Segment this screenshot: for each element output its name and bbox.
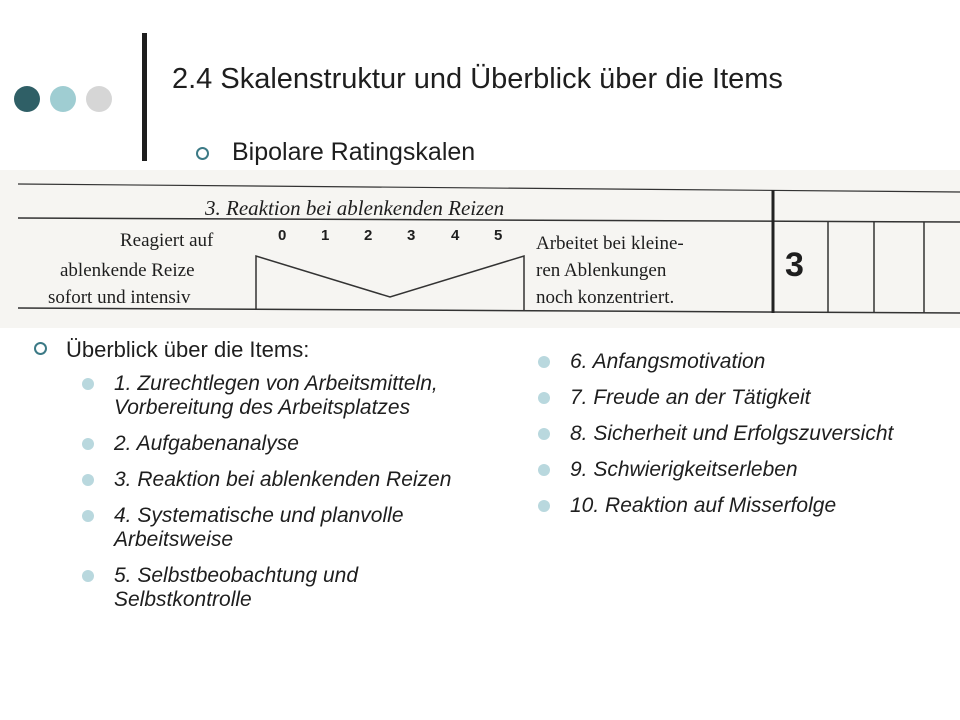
tick-3: 3 [407, 227, 416, 244]
list-item-text: 4. Systematische und planvolle Arbeitsweise [114, 504, 404, 551]
list-item [536, 494, 936, 518]
title-divider [142, 33, 147, 161]
tick-5: 5 [494, 227, 503, 244]
left-pole-line-3: sofort und intensiv [48, 287, 191, 308]
list-item [80, 372, 470, 420]
list-item [536, 458, 936, 482]
list-item-text: 9. Schwierigkeitserleben [570, 458, 798, 481]
bullet-icon [538, 356, 550, 368]
dot-light-teal [50, 86, 76, 112]
left-pole-line-2: ablenkende Reize [60, 260, 195, 281]
tick-0: 0 [278, 227, 287, 244]
scan-rule-bottom [18, 308, 960, 313]
list-item [80, 504, 470, 552]
scan-rule-top [18, 184, 960, 192]
bullet-icon [538, 428, 550, 440]
bullet-icon [538, 500, 550, 512]
list-item-text: 10. Reaktion auf Misserfolge [570, 494, 837, 517]
bullet-icon [538, 392, 550, 404]
tick-4: 4 [451, 227, 460, 244]
slide-subtitle: Bipolare Ratingskalen [232, 138, 476, 166]
items-list-right [536, 350, 936, 530]
items-list-left [80, 372, 470, 624]
bullet-icon [82, 510, 94, 522]
bullet-icon [82, 378, 94, 390]
list-item-text: 6. Anfangsmotivation [570, 350, 766, 373]
list-item-text: 3. Reaktion bei ablenkenden Reizen [114, 468, 452, 491]
right-pole-line-1: Arbeitet bei kleine- [536, 233, 684, 254]
left-pole-line-1: Reagiert auf [120, 230, 214, 251]
list-item [536, 422, 936, 446]
overview-bullet-icon [34, 342, 47, 355]
list-item [536, 350, 936, 374]
list-item-text: 7. Freude an der Tätigkeit [570, 386, 811, 409]
decorative-dots [14, 86, 112, 112]
list-item [80, 468, 470, 492]
subtitle-bullet-icon [196, 147, 209, 160]
bullet-icon [538, 464, 550, 476]
rating-scale-scan [0, 170, 960, 328]
list-item-text: 8. Sicherheit und Erfolgszuversicht [570, 422, 894, 445]
list-item [536, 386, 936, 410]
rating-scale-figure [0, 170, 960, 328]
scale-wedge [256, 256, 524, 310]
right-pole-line-2: ren Ablenkungen [536, 260, 667, 281]
right-pole-line-3: noch konzentriert. [536, 287, 675, 308]
list-item-text: 5. Selbstbeobachtung und Selbstkontrolle [114, 564, 359, 611]
overview-label: Überblick über die Items: [66, 337, 310, 362]
slide-title: 2.4 Skalenstruktur und Überblick über die Items [172, 63, 783, 95]
list-item [80, 564, 470, 612]
scale-heading: 3. Reaktion bei ablenkenden Reizen [205, 196, 505, 220]
bullet-icon [82, 438, 94, 450]
tick-1: 1 [321, 227, 330, 244]
bullet-icon [82, 474, 94, 486]
tick-2: 2 [364, 227, 373, 244]
list-item-text: 1. Zurechtlegen von Arbeitsmitteln, Vorbereitung des Arbeitsplatzes [114, 372, 438, 419]
bullet-icon [82, 570, 94, 582]
rating-value: 3 [785, 246, 804, 284]
list-item [80, 432, 470, 456]
dot-dark-teal [14, 86, 40, 112]
list-item-text: 2. Aufgabenanalyse [114, 432, 299, 455]
dot-grey [86, 86, 112, 112]
